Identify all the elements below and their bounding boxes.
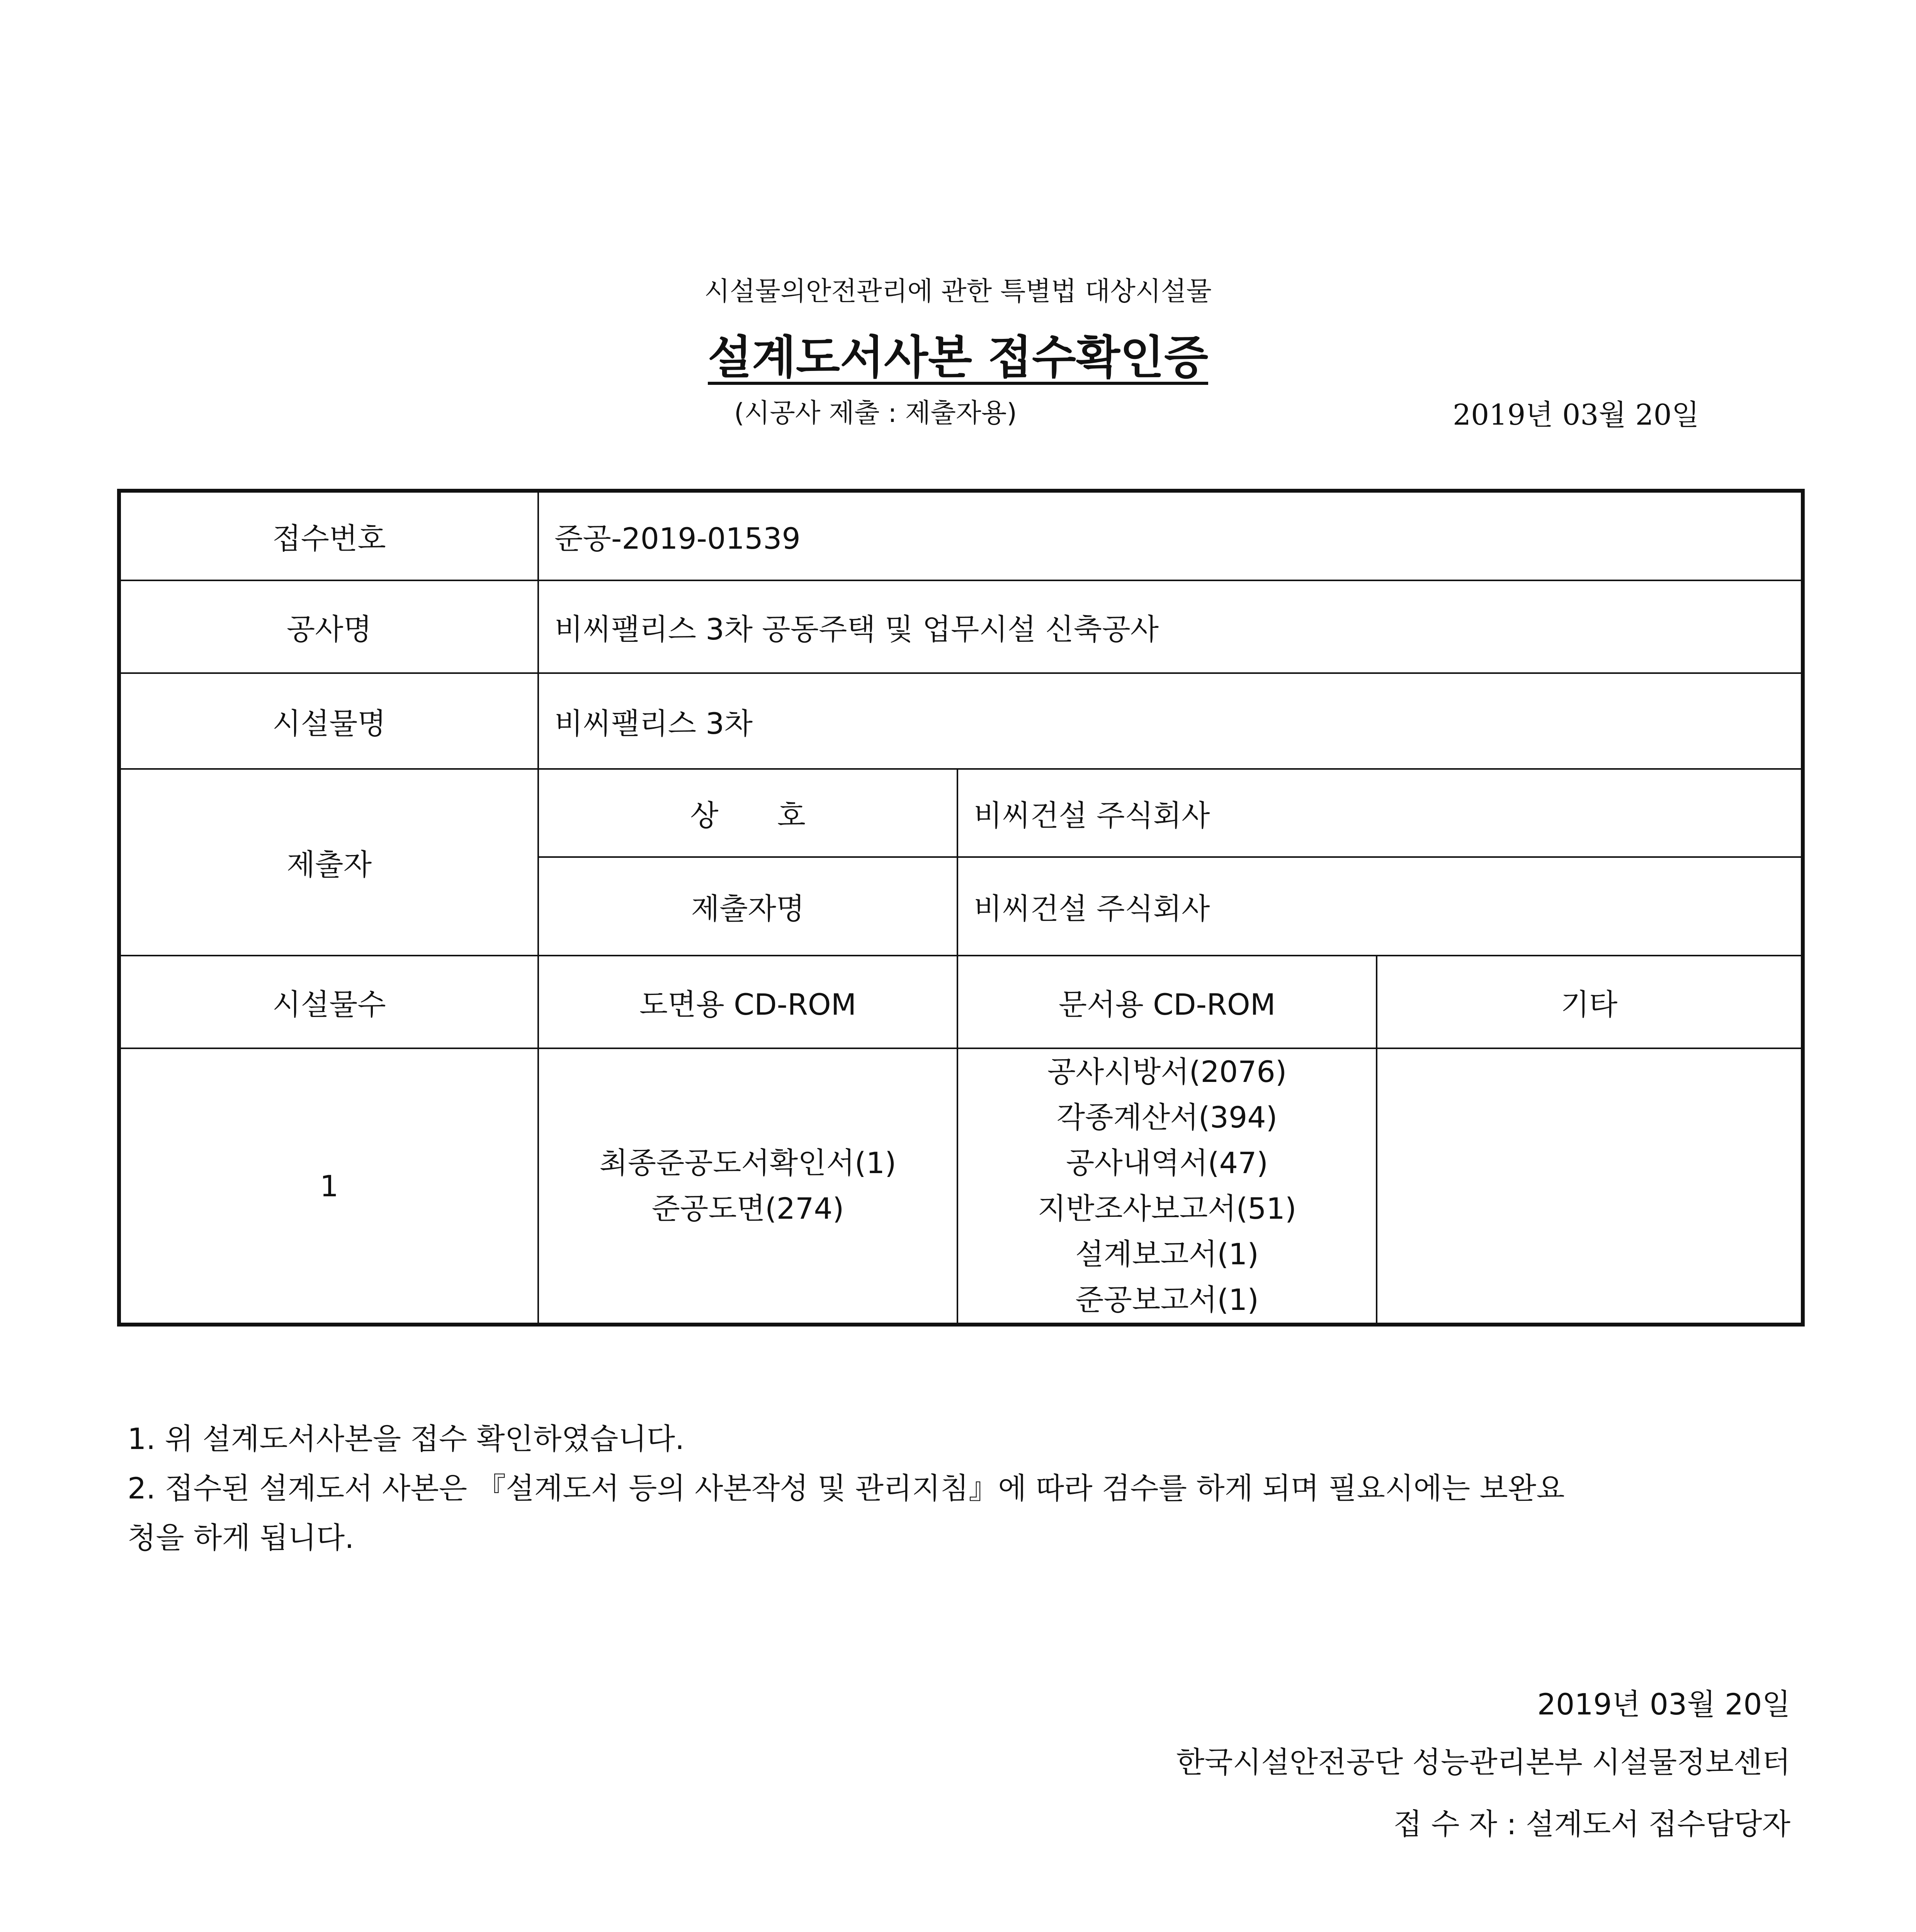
submitter-label: 제출자 [119, 769, 538, 956]
count-value: 1 [119, 1048, 538, 1325]
note-line-1: 1. 위 설계도서사본을 접수 확인하였습니다. [128, 1422, 685, 1456]
receipt-table [117, 489, 1805, 1327]
drawing-cd-label: 도면용 CD-ROM [538, 956, 957, 1048]
project-value: 비씨팰리스 3차 공동주택 및 업무시설 신축공사 [538, 580, 1803, 673]
drawing-item: 준공도면(274) [651, 1191, 844, 1226]
footer-date: 2019년 03월 20일 [1537, 1687, 1790, 1721]
table-row [119, 580, 1803, 673]
doc-item: 각종계산서(394) [1056, 1100, 1278, 1134]
company-value: 비씨건설 주식회사 [957, 769, 1803, 857]
table-row [119, 769, 1803, 857]
doc-item: 설계보고서(1) [1075, 1237, 1259, 1271]
note-line-3: 청을 하게 됩니다. [128, 1520, 354, 1555]
header-date: 2019년 03월 20일 [1453, 398, 1700, 432]
etc-label: 기타 [1377, 956, 1803, 1048]
submitter-name-label: 제출자명 [538, 857, 957, 956]
project-label: 공사명 [119, 580, 538, 673]
facility-label: 시설물명 [119, 673, 538, 769]
table-row [119, 491, 1803, 580]
table-row [119, 673, 1803, 769]
submitter-name-value: 비씨건설 주식회사 [957, 857, 1803, 956]
document-title [0, 321, 1916, 386]
footer-organization: 한국시설안전공단 성능관리본부 시설물정보센터 [1176, 1745, 1790, 1779]
table-row [119, 956, 1803, 1048]
receipt-no-label: 접수번호 [119, 491, 538, 580]
note-line-2: 2. 접수된 설계도서 사본은 『설계도서 등의 사본작성 및 관리지침』에 따라 검수를 하게 되며 필요시에는 보완요 [128, 1471, 1565, 1505]
facility-value: 비씨팰리스 3차 [538, 673, 1803, 769]
doc-cd-label: 문서용 CD-ROM [957, 956, 1377, 1048]
doc-item: 공사내역서(47) [1066, 1146, 1268, 1180]
document-subtitle: 시설물의안전관리에 관한 특별법 대상시설물 [704, 276, 1212, 307]
receipt-no-value: 준공-2019-01539 [538, 491, 1803, 580]
doc-items [957, 1048, 1377, 1325]
footer-receiver: 접 수 자 : 설계도서 접수담당자 [1393, 1807, 1790, 1841]
notes [128, 1414, 1789, 1563]
document-title-text: 설계도서사본 접수확인증 [708, 331, 1208, 384]
doc-item: 공사시방서(2076) [1047, 1054, 1287, 1089]
company-label: 상 호 [538, 769, 957, 857]
count-label: 시설물수 [119, 956, 538, 1048]
table-row [119, 1048, 1803, 1325]
etc-value [1377, 1048, 1803, 1325]
drawing-items [538, 1048, 957, 1325]
doc-item: 지반조사보고서(51) [1037, 1191, 1297, 1226]
submission-type: (시공사 제출 : 제출자용) [734, 398, 1017, 429]
doc-item: 준공보고서(1) [1075, 1282, 1259, 1317]
drawing-item: 최종준공도서확인서(1) [599, 1146, 896, 1180]
